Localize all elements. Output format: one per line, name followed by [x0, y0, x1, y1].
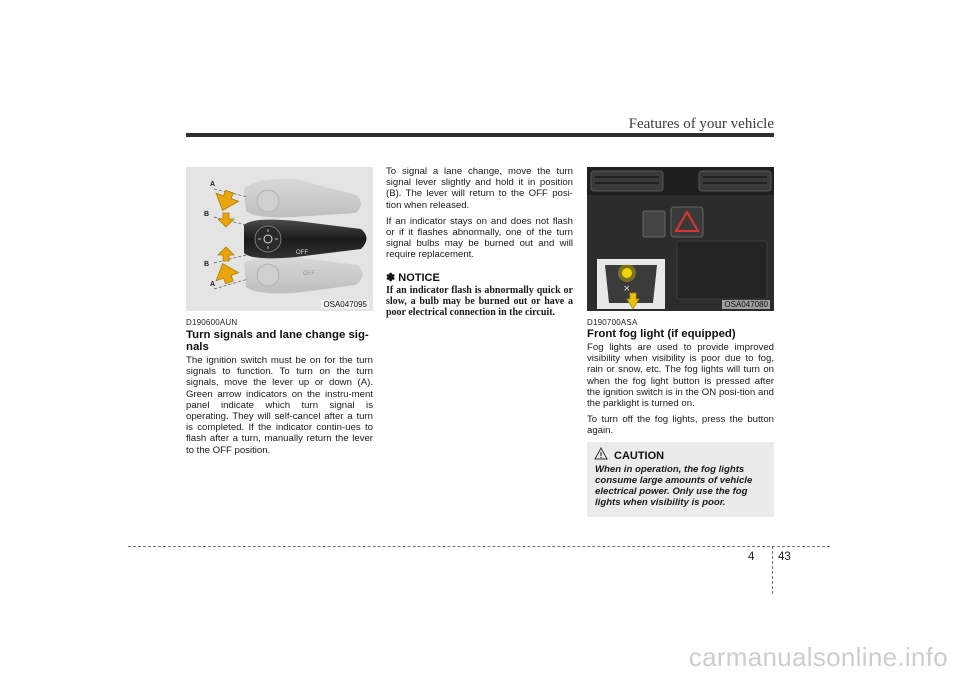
fog-off-paragraph: To turn off the fog lights, press the button again.	[587, 414, 774, 437]
lever-off-label: OFF	[296, 250, 308, 256]
ref-code: D190700ASA	[587, 318, 638, 327]
watermark: carmanualsonline.info	[688, 642, 948, 672]
fog-light-button-illustration	[587, 167, 774, 311]
svg-text:⨯: ⨯	[623, 284, 631, 294]
section-heading-fog-light: Front fog light (if equipped)	[587, 328, 736, 340]
figure-code: OSA047080	[724, 300, 768, 309]
fog-light-figure	[587, 167, 774, 311]
warning-triangle-icon	[594, 447, 608, 460]
label-a-top: A	[210, 181, 216, 188]
turn-signals-paragraph: The ignition switch must be on for the turn signals to function. To turn on the turn signals, move the lever up or down (A). Green arrow indicators on the instru-ment panel indicate which turn signal is operating. They will self-cancel after a turn is completed. If the indicator contin-ues to flash after a turn, manually return the lever to the OFF position.	[186, 355, 373, 456]
bulb-paragraph: If an indicator stays on and does not flash or if it flashes abnormally, one of the turn signal bulbs may be burned out and will require replacement.	[386, 215, 573, 261]
label-b-top: B	[204, 211, 210, 218]
caution-box	[587, 442, 774, 517]
section-number: 4	[748, 551, 755, 563]
notice-heading: ✽ NOTICE	[386, 272, 440, 284]
label-b-bottom: B	[204, 261, 210, 268]
caution-text: When in operation, the fog lights consume large amounts of vehicle electrical power. Only use the fog lights when visibility is poor.	[595, 464, 753, 508]
header-rule	[186, 133, 774, 137]
lane-change-paragraph: To signal a lane change, move the turn signal lever slightly and hold it in position (B). The lever will return to the OFF posi-tion when released.	[386, 166, 573, 211]
page-number: 43	[778, 551, 791, 563]
fog-light-body	[587, 342, 774, 442]
turn-signals-body	[186, 355, 373, 461]
turn-signal-lever-illustration	[186, 167, 373, 311]
label-a-bottom: A	[210, 281, 216, 288]
figure-code: OSA047095	[323, 300, 367, 309]
footer-divider	[772, 546, 773, 594]
turn-signal-figure	[186, 167, 373, 311]
page-section-title: Features of your vehicle	[628, 116, 774, 132]
lane-change-body	[386, 166, 573, 266]
fog-light-paragraph: Fog lights are used to provide improved visibility when visibility is poor due to fog, rain or snow, etc. The fog lights will turn on when the fog light button is pressed after the ignition switch is in the ON posi-tion and the parklight is turned on.	[587, 342, 774, 410]
ghost-off-label: OFF	[303, 271, 315, 277]
section-heading-turn-signals: Turn signals and lane change sig-nals	[186, 329, 369, 353]
ref-code: D190600AUN	[186, 318, 238, 327]
notice-text: If an indicator flash is abnormally quick or slow, a bulb may be burned out or have a poor electrical connection in the circuit.	[386, 285, 573, 319]
caution-title: CAUTION	[614, 450, 665, 462]
footer-rule	[128, 546, 830, 547]
